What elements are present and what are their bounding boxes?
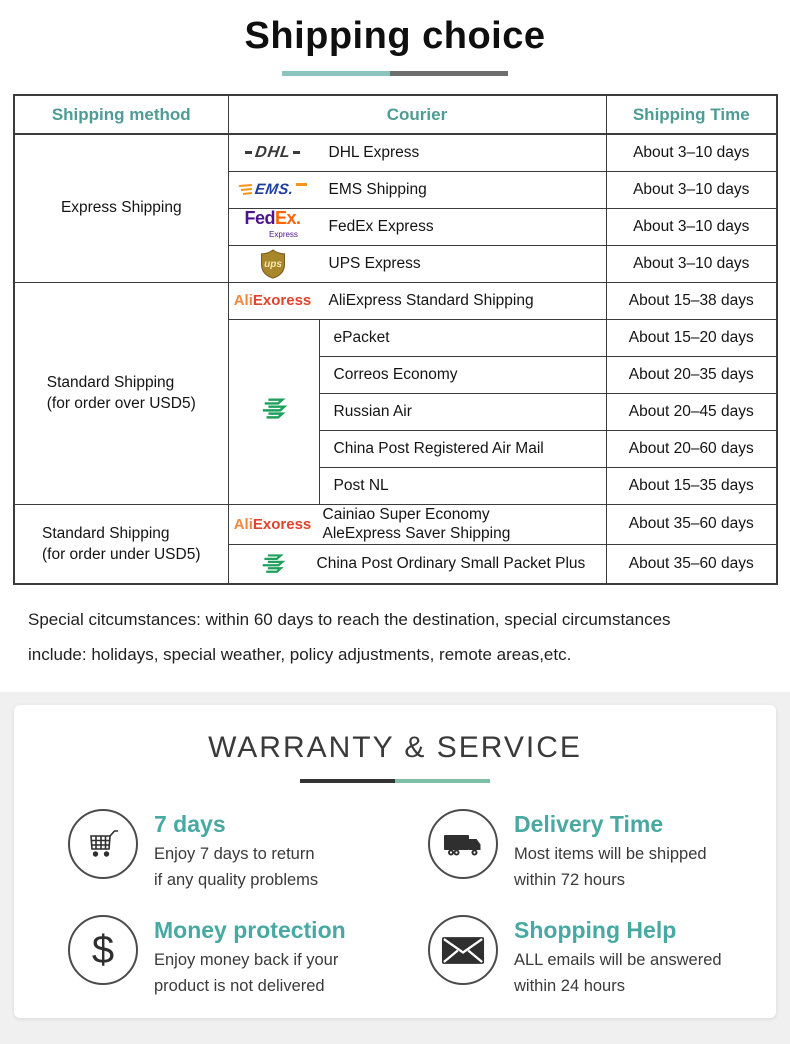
- warranty-item-title: 7 days: [154, 811, 226, 837]
- envelope-icon: [428, 915, 498, 985]
- shipping-time-cell: About 15–20 days: [606, 319, 777, 356]
- table-row: [14, 282, 777, 319]
- method-cell-standard-under: [14, 504, 228, 584]
- table-header-row: [14, 95, 777, 134]
- dollar-icon: $: [68, 915, 138, 985]
- courier-name-line1: Cainiao Super Economy: [322, 506, 490, 523]
- title-section: [0, 0, 790, 76]
- shipping-time-cell: About 15–38 days: [606, 282, 777, 319]
- courier-cell-cainiao: [228, 504, 606, 544]
- warranty-underline-dark-segment: [300, 779, 395, 783]
- title-underline-teal-segment: [282, 71, 390, 76]
- warranty-item-7-days: [14, 809, 390, 893]
- warranty-card: [14, 705, 776, 1018]
- shipping-time-cell: About 20–45 days: [606, 393, 777, 430]
- shipping-time-cell: About 35–60 days: [606, 504, 777, 544]
- courier-cell-china-post-ordinary: [228, 544, 606, 584]
- warranty-underline-teal-segment: [395, 779, 490, 783]
- shipping-time-cell: About 3–10 days: [606, 208, 777, 245]
- ups-logo-icon: [229, 249, 317, 279]
- warranty-item-line2: within 24 hours: [514, 977, 625, 995]
- warranty-title: WARRANTY & SERVICE: [208, 731, 582, 764]
- method-cell-standard-over: [14, 282, 228, 504]
- warranty-item-title: Money protection: [154, 917, 346, 943]
- china-post-logo-icon: [229, 552, 317, 576]
- aliexpress-logo-icon: AliExoress: [233, 515, 312, 533]
- warranty-item-delivery-time: [390, 809, 776, 893]
- table-row: [14, 504, 777, 544]
- shipping-time-cell: About 35–60 days: [606, 544, 777, 584]
- courier-name: UPS Express: [328, 254, 421, 272]
- courier-name: China Post Registered Air Mail: [319, 430, 606, 467]
- method-label-line2: (for order under USD5): [41, 545, 201, 563]
- warranty-item-line1: Most items will be shipped: [514, 845, 707, 863]
- warranty-item-line2: if any quality problems: [154, 871, 319, 889]
- warranty-item-shopping-help: [390, 915, 776, 999]
- shipping-time-cell: About 3–10 days: [606, 245, 777, 282]
- courier-name: China Post Ordinary Small Packet Plus: [316, 554, 586, 572]
- table-row: [14, 134, 777, 171]
- method-label-line2: (for order over USD5): [46, 395, 196, 412]
- note-line1: Special citcumstances: within 60 days to reach the destination, special circumstances: [28, 610, 671, 629]
- method-label-line1: Standard Shipping: [46, 374, 175, 391]
- ems-logo-icon: EMS.: [229, 181, 317, 198]
- courier-cell-ems: [228, 171, 606, 208]
- warranty-item-title: Shopping Help: [514, 917, 677, 943]
- courier-cell-aliexpress-standard: [228, 282, 606, 319]
- courier-name: Post NL: [319, 467, 606, 504]
- warranty-item-title: Delivery Time: [514, 811, 664, 837]
- aliexpress-logo-icon: AliExoress: [233, 292, 312, 309]
- shipping-time-cell: About 15–35 days: [606, 467, 777, 504]
- shipping-table: [13, 94, 778, 585]
- ems-wing-icon: [238, 183, 253, 197]
- svg-text:ups: ups: [263, 258, 282, 270]
- courier-cell-fedex: [228, 208, 606, 245]
- note-line2: include: holidays, special weather, policy adjustments, remote areas,etc.: [28, 645, 572, 664]
- warranty-item-line2: product is not delivered: [154, 977, 325, 995]
- shipping-time-cell: About 20–60 days: [606, 430, 777, 467]
- shipping-time-cell: About 3–10 days: [606, 134, 777, 171]
- warranty-items-grid: [14, 809, 776, 999]
- courier-name: EMS Shipping: [328, 180, 427, 198]
- courier-name: DHL Express: [328, 143, 420, 161]
- page-title: Shipping choice: [244, 15, 546, 57]
- courier-name: ePacket: [319, 319, 606, 356]
- warranty-underline: [300, 779, 490, 783]
- courier-name: Russian Air: [319, 393, 606, 430]
- courier-cell-dhl: [228, 134, 606, 171]
- warranty-item-line1: Enjoy money back if your: [154, 951, 339, 969]
- truck-icon: [428, 809, 498, 879]
- courier-name: FedEx Express: [328, 217, 434, 235]
- warranty-item-money-protection: [14, 915, 390, 999]
- warranty-section: [0, 692, 790, 1044]
- courier-cell-ups: [228, 245, 606, 282]
- courier-name-line2: AleExpress Saver Shipping: [322, 525, 511, 542]
- shipping-time-cell: About 3–10 days: [606, 171, 777, 208]
- column-header-shipping-time: Shipping Time: [606, 95, 777, 134]
- dhl-logo-icon: DHL: [229, 144, 317, 162]
- special-circumstances-note: [28, 602, 762, 672]
- china-post-logo-cell: [228, 319, 319, 504]
- title-underline: [282, 71, 508, 76]
- shipping-time-cell: About 20–35 days: [606, 356, 777, 393]
- column-header-shipping-method: Shipping method: [14, 95, 228, 134]
- method-cell-express: [14, 134, 228, 282]
- warranty-item-line1: Enjoy 7 days to return: [154, 845, 315, 863]
- method-label-line1: Standard Shipping: [41, 524, 170, 542]
- warranty-item-line1: ALL emails will be answered: [514, 951, 722, 969]
- courier-name: AliExpress Standard Shipping: [328, 291, 534, 309]
- title-underline-gray-segment: [390, 71, 508, 76]
- china-post-logo-icon: [261, 396, 287, 422]
- fedex-logo-icon: FedEx. Express: [244, 208, 301, 239]
- column-header-courier: Courier: [228, 95, 606, 134]
- courier-name: Correos Economy: [319, 356, 606, 393]
- warranty-item-line2: within 72 hours: [514, 871, 625, 889]
- cart-icon: [68, 809, 138, 879]
- method-label: Express Shipping: [60, 199, 182, 217]
